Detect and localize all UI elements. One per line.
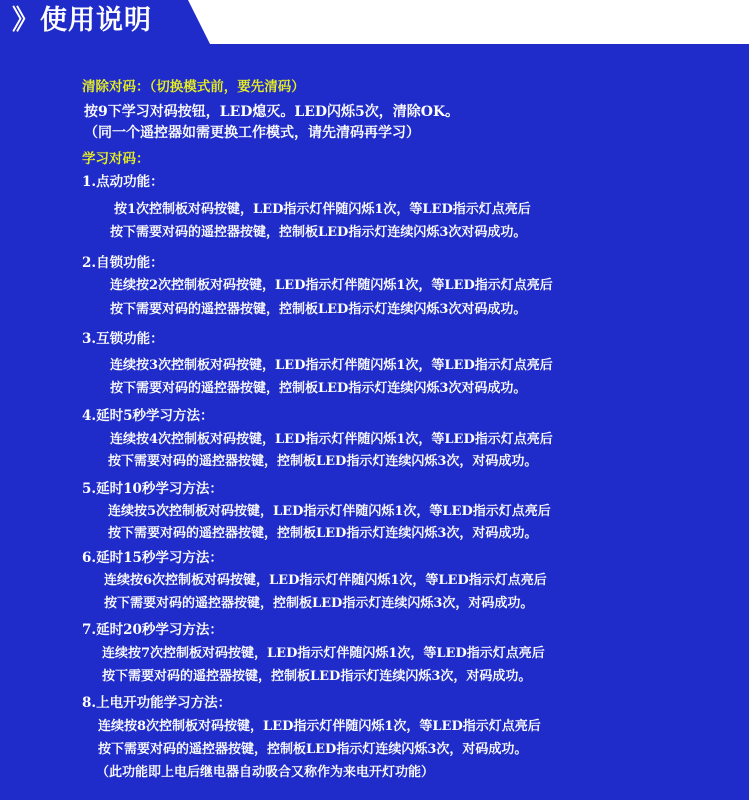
- section-heading: 3.互锁功能：: [82, 331, 164, 347]
- section-line: 按下需要对码的遥控器按键，控制板LED指示灯连续闪烁3次对码成功。: [110, 225, 527, 240]
- section-line: 连续按3次控制板对码按键，LED指示灯伴随闪烁1次，等LED指示灯点亮后: [110, 358, 553, 373]
- section-line: 按下需要对码的遥控器按键，控制板LED指示灯连续闪烁3次对码成功。: [110, 381, 527, 396]
- section-heading: 6.延时15秒学习方法：: [82, 550, 223, 566]
- section-line: 连续按5次控制板对码按键，LED指示灯伴随闪烁1次，等LED指示灯点亮后: [108, 504, 551, 519]
- section-heading: 8.上电开功能学习方法：: [82, 695, 232, 711]
- title-banner: [0, 0, 749, 44]
- section-line: 按1次控制板对码按键，LED指示灯伴随闪烁1次，等LED指示灯点亮后: [114, 202, 531, 217]
- section-line: 连续按8次控制板对码按键，LED指示灯伴随闪烁1次，等LED指示灯点亮后: [98, 719, 541, 734]
- section-line: 按下需要对码的遥控器按键，控制板LED指示灯连续闪烁3次，对码成功。: [98, 742, 528, 757]
- section-line: 按下需要对码的遥控器按键，控制板LED指示灯连续闪烁3次对码成功。: [110, 302, 527, 317]
- clear-code-instruction: 按9下学习对码按钮，LED熄灭。LED闪烁5次，清除OK。: [84, 104, 460, 120]
- section-heading: 2.自锁功能：: [82, 255, 164, 271]
- section-line: 按下需要对码的遥控器按键，控制板LED指示灯连续闪烁3次，对码成功。: [104, 596, 534, 611]
- section-line: 连续按6次控制板对码按键，LED指示灯伴随闪烁1次，等LED指示灯点亮后: [104, 573, 547, 588]
- section-heading: 1.点动功能：: [82, 174, 164, 190]
- clear-code-title: 清除对码：（切换模式前，要先清码）: [82, 79, 305, 95]
- section-line: 连续按2次控制板对码按键，LED指示灯伴随闪烁1次，等LED指示灯点亮后: [110, 278, 553, 293]
- section-line: 按下需要对码的遥控器按键，控制板LED指示灯连续闪烁3次，对码成功。: [102, 669, 532, 684]
- section-line: 连续按4次控制板对码按键，LED指示灯伴随闪烁1次，等LED指示灯点亮后: [110, 432, 553, 447]
- section-heading: 7.延时20秒学习方法：: [82, 622, 223, 638]
- learn-code-title: 学习对码：: [82, 151, 150, 167]
- section-heading: 5.延时10秒学习方法：: [82, 481, 223, 497]
- section-line: 连续按7次控制板对码按键，LED指示灯伴随闪烁1次，等LED指示灯点亮后: [102, 646, 545, 661]
- section-line: 按下需要对码的遥控器按键，控制板LED指示灯连续闪烁3次，对码成功。: [108, 526, 538, 541]
- section-heading: 4.延时5秒学习方法：: [82, 408, 214, 424]
- clear-code-note: （同一个遥控器如需更换工作模式，请先清码再学习）: [84, 125, 420, 141]
- section-line: 按下需要对码的遥控器按键，控制板LED指示灯连续闪烁3次，对码成功。: [108, 454, 538, 469]
- page-title: 》使用说明: [12, 5, 152, 36]
- footnote: （此功能即上电后继电器自动吸合又称作为来电开灯功能）: [96, 765, 435, 780]
